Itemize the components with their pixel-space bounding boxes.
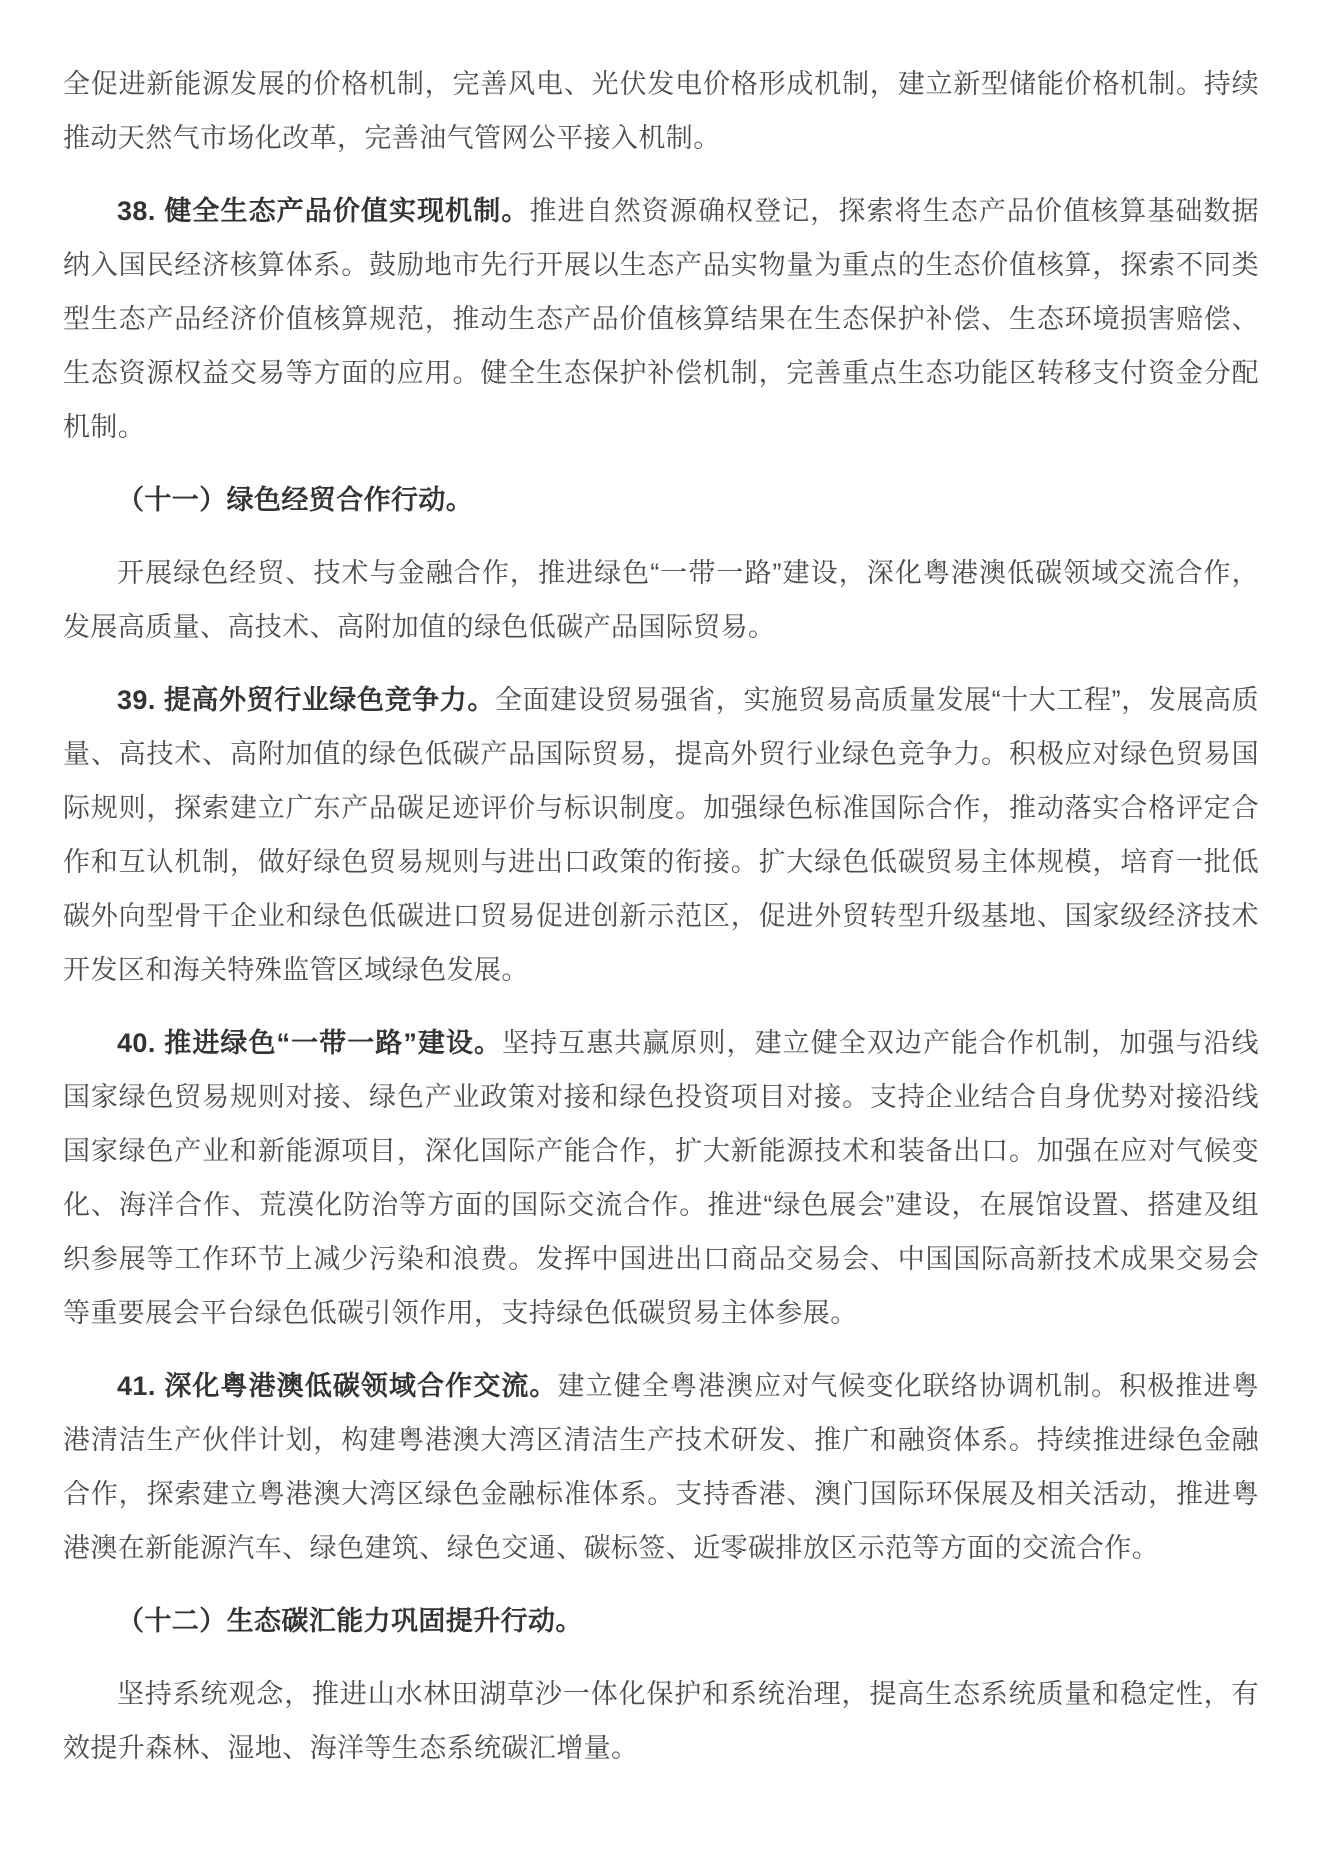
paragraph-text: 坚持系统观念，推进山水林田湖草沙一体化保护和系统治理，提高生态系统质量和稳定性，有效提升森林、湿地、海洋等生态系统碳汇增量。	[63, 1679, 1259, 1763]
item-38-text: 推进自然资源确权登记，探索将生态产品价值核算基础数据纳入国民经济核算体系。鼓励地市先行开展以生态产品实物量为重点的生态价值核算，探索不同类型生态产品经济价值核算规范，推动生态产品价值核算结果在生态保护补偿、生态环境损害赔偿、生态资源权益交易等方面的应用。健全生态保护补偿机制，完善重点生态功能区转移支付资金分配机制。	[63, 196, 1259, 442]
item-41-text: 建立健全粤港澳应对气候变化联络协调机制。积极推进粤港清洁生产伙伴计划，构建粤港澳大湾区清洁生产技术研发、推广和融资体系。持续推进绿色金融合作，探索建立粤港澳大湾区绿色金融标准体系。支持香港、澳门国际环保展及相关活动，推进粤港澳在新能源汽车、绿色建筑、绿色交通、碳标签、近零碳排放区示范等方面的交流合作。	[63, 1371, 1259, 1563]
paragraph-text: 开展绿色经贸、技术与金融合作，推进绿色“一带一路”建设，深化粤港澳低碳领域交流合作，发展高质量、高技术、高附加值的绿色低碳产品国际贸易。	[63, 558, 1259, 642]
paragraph-carbon-sink-intro	[63, 1667, 1259, 1775]
section-heading-11-text: （十一）绿色经贸合作行动。	[117, 485, 474, 515]
item-39-title: 39. 提高外贸行业绿色竞争力。	[117, 685, 495, 715]
paragraph-item-38	[63, 184, 1259, 454]
section-heading-12-text: （十二）生态碳汇能力巩固提升行动。	[117, 1606, 583, 1636]
paragraph-item-40	[63, 1016, 1259, 1340]
paragraph-green-trade-intro	[63, 546, 1259, 654]
section-heading-12	[63, 1594, 1259, 1648]
paragraph-item-41	[63, 1359, 1259, 1575]
item-41-title: 41. 深化粤港澳低碳领域合作交流。	[117, 1371, 558, 1401]
section-heading-11	[63, 473, 1259, 527]
item-38-title: 38. 健全生态产品价值实现机制。	[117, 196, 530, 226]
paragraph-text: 全促进新能源发展的价格机制，完善风电、光伏发电价格形成机制，建立新型储能价格机制。持续推动天然气市场化改革，完善油气管网公平接入机制。	[63, 69, 1259, 153]
item-39-text: 全面建设贸易强省，实施贸易高质量发展“十大工程”，发展高质量、高技术、高附加值的绿色低碳产品国际贸易，提高外贸行业绿色竞争力。积极应对绿色贸易国际规则，探索建立广东产品碳足迹评价与标识制度。加强绿色标准国际合作，推动落实合格评定合作和互认机制，做好绿色贸易规则与进出口政策的衔接。扩大绿色低碳贸易主体规模，培育一批低碳外向型骨干企业和绿色低碳进口贸易促进创新示范区，促进外贸转型升级基地、国家级经济技术开发区和海关特殊监管区域绿色发展。	[63, 685, 1259, 985]
item-40-title: 40. 推进绿色“一带一路”建设。	[117, 1028, 503, 1058]
item-40-text: 坚持互惠共赢原则，建立健全双边产能合作机制，加强与沿线国家绿色贸易规则对接、绿色产业政策对接和绿色投资项目对接。支持企业结合自身优势对接沿线国家绿色产业和新能源项目，深化国际产能合作，扩大新能源技术和装备出口。加强在应对气候变化、海洋合作、荒漠化防治等方面的国际交流合作。推进“绿色展会”建设，在展馆设置、搭建及组织参展等工作环节上减少污染和浪费。发挥中国进出口商品交易会、中国国际高新技术成果交易会等重要展会平台绿色低碳引领作用，支持绿色低碳贸易主体参展。	[63, 1028, 1259, 1328]
paragraph-continuation	[63, 57, 1259, 165]
paragraph-item-39	[63, 673, 1259, 997]
